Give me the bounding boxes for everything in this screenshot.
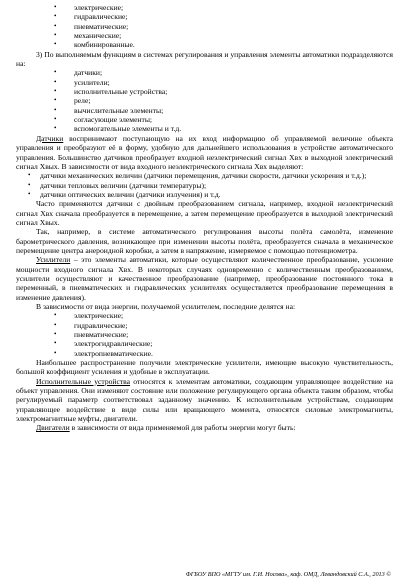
actuators-text: относятся к элементам автоматики, создающим управляющее воздействие на объект управления. Они изменяют состояние или положение регулирующего органа объекта таким образом, чтобы регулируемый параметр соответствовал заданному значению. К исполнительным устройствам, создающим управляющее воздействие в виде силы или вращающего момента, относятся силовые электромагниты, электромагнитные муфты, двигатели.: [16, 376, 393, 424]
list-item: • датчики тепловых величин (датчики температуры);: [16, 181, 393, 190]
paragraph-amplifier-energy: В зависимости от вида энергии, получаемой усилителем, последние делятся на:: [36, 302, 296, 311]
list-item: • электрические;: [16, 3, 393, 12]
paragraph-functions: 3) По выполняемым функциям в системах регулирования и управления элементы автоматики подразделяются на:: [16, 49, 393, 69]
list-sensors: [16, 171, 393, 199]
sensors-text: воспринимают поступающую на их вход информацию об управляемой величине объекта управления и преобразуют её в форму, удобную для дальнейшего использования в устройстве автоматического управления. Большинство датчиков преобразует входной неэлектрический сигнал Хвх в выходной электрический сигнал Хвых. В зависимости от вида входного неэлектрического сигнала Хвх выделяют:: [16, 133, 393, 171]
paragraph-double-conversion: Часто применяются датчики с двойным преобразованием сигнала, например, входной неэлектрический сигнал Хвх сначала преобразуется в перемещение, а затем перемещение преобразуется в выходной электрический сигнал Хвых.: [16, 199, 393, 227]
list-item: • датчики механических величин (датчики перемещения, датчики скорости, датчики ускорения и т.д.);: [16, 171, 393, 180]
list-item: • гидравлические;: [16, 321, 393, 330]
list-item: • пневматические;: [16, 330, 393, 339]
list-item: • реле;: [16, 96, 393, 105]
list-item: • датчики;: [16, 68, 393, 77]
paragraph-widespread: Наибольшее распространение получили электрические усилители, имеющие высокую чувствительность, большой коэффициент усиления и удобные в эксплуатации.: [16, 358, 393, 377]
term-actuators: Исполнительные устройства: [36, 376, 131, 386]
list-item: • механические;: [16, 31, 393, 40]
amplifiers-text: – это элементы автоматики, которые осуществляют количественное преобразование, усиление мощности входного сигнала Хвх. В некоторых случаях одновременно с количественным преобразованием, усилители осуществляют и качественное преобразование (например, преобразование постоянного тока в переменный, в пневматических и гидравлических усилителях осуществляется преобразование перемещения в изменение давления).: [16, 255, 393, 302]
list-item: • вычислительные элементы;: [16, 106, 393, 115]
list-item: • электропневматические.: [16, 349, 393, 358]
list-energy-top: [16, 3, 393, 50]
list-item: • датчики оптических величин (датчики излучения) и т.д.: [16, 190, 393, 199]
term-sensors: Датчики: [36, 133, 64, 143]
page-footer: ФГБОУ ВПО «МГТУ им. Г.И. Носова», каф. ОМД, Левандовский С.А., 2013 ©: [185, 571, 391, 578]
paragraph-sensors: [16, 134, 393, 171]
list-item: • согласующие элементы;: [16, 115, 393, 124]
list-amplifier-energy: [16, 311, 393, 358]
paragraph-actuators: [16, 377, 393, 424]
list-item: • электрические;: [16, 311, 393, 320]
list-item: • вспомогательные элементы и т.д.: [16, 124, 393, 133]
list-item: • пневматические;: [16, 22, 393, 31]
list-item: • усилители;: [16, 78, 393, 87]
paragraph-altitude-example: Так, например, в системе автоматического регулирования высоты полёта самолёта, изменение барометрического давления, возникающее при изменении высоты полёта, преобразуется сначала в механическое перемещение центра анероидной коробки, а затем в напряжение, измеряемое с помощью потенциометра.: [16, 227, 393, 255]
list-functions: [16, 68, 393, 133]
list-item: • комбинированные.: [16, 40, 393, 49]
engines-text: в зависимости от вида применяемой для работы энергии могут быть:: [69, 423, 296, 433]
list-item: • гидравлические;: [16, 12, 393, 21]
paragraph-amplifiers: [16, 255, 393, 302]
list-item: • электрогидравлические;: [16, 339, 393, 348]
list-item: • исполнительные устройства;: [16, 87, 393, 96]
paragraph-engines: [16, 423, 393, 432]
term-amplifiers: Усилители: [36, 255, 71, 265]
term-engines: Двигатели: [36, 423, 70, 433]
